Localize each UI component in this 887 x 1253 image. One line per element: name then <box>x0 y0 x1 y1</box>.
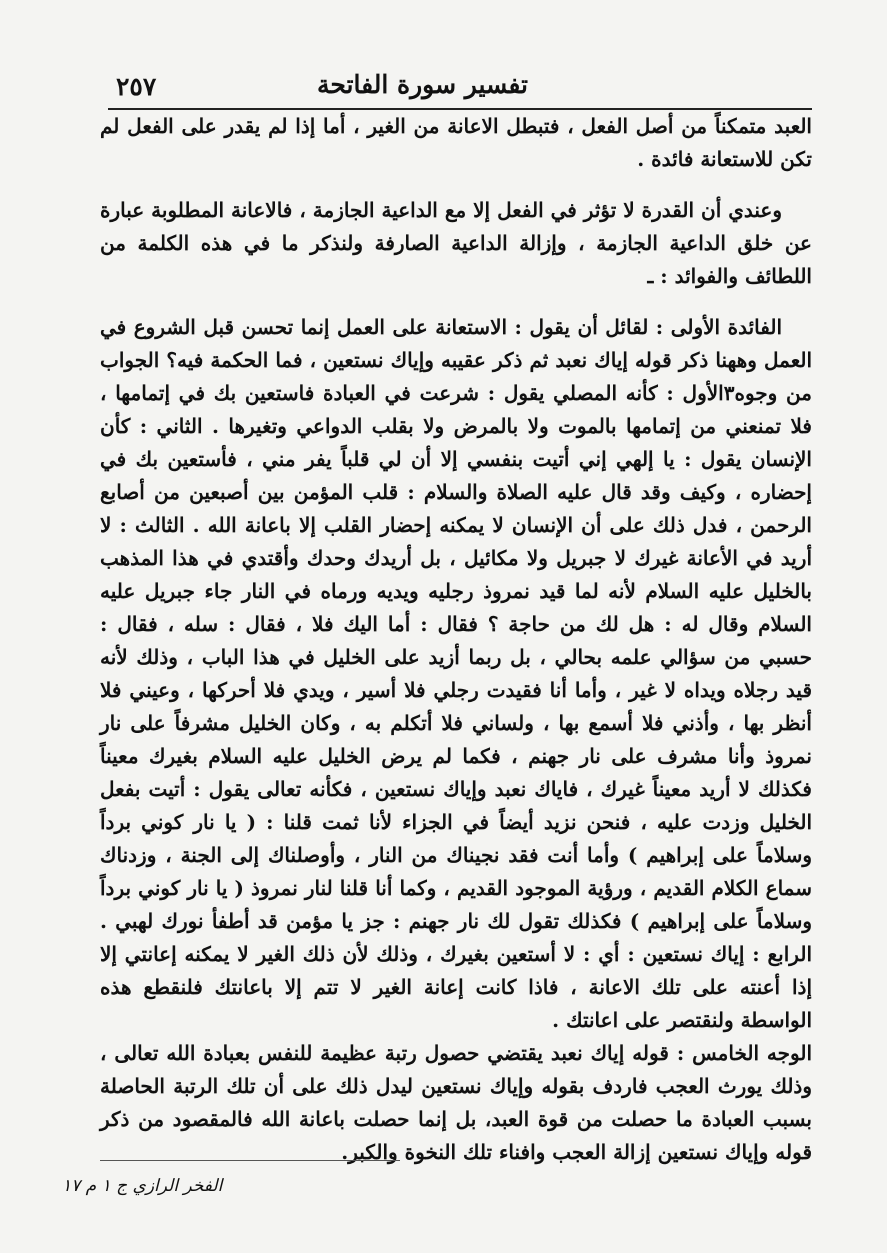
running-title: تفسير سورة الفاتحة <box>316 70 528 99</box>
paragraph-opinion: وعندي أن القدرة لا تؤثر في الفعل إلا مع الداعية الجازمة ، فالاعانة المطلوبة عبارة عن خلق الداعية الجازمة ، وإزالة الداعية الصارفة ولنذكر ما في هذه الكلمة من اللطائف والفوائد : ـ <box>100 198 812 288</box>
signature-line: الفخر الرازي ج ١ م ١٧ <box>62 1176 223 1196</box>
paragraph-continuation: العبد متمكناً من أصل الفعل ، فتبطل الاعانة من الغير ، أما إذا لم يقدر على الفعل لم تكن للاستعانة فائدة . <box>100 114 812 171</box>
page-body <box>100 110 812 1169</box>
paragraph-first-benefit: الفائدة الأولى : لقائل أن يقول : الاستعانة على العمل إنما تحسن قبل الشروع في العمل وههنا ذكر قوله إياك نعبد ثم ذكر عقيبه وإياك نستعين ، فما الحكمة فيه؟ الجواب من وجوه٣الأول : كأنه المصلي يقول : شرعت في العبادة فاستعين بك في إتمامها ، فلا تمنعني من إتمامها بالموت ولا بالمرض ولا بقلب الدواعي وتغيرها . الثاني : كأن الإنسان يقول : يا إلهي إني أتيت بنفسي إلا أن لي قلباً يفر مني ، فأستعين بك في إحضاره ، وكيف وقد قال عليه الصلاة والسلام : قلب المؤمن بين أصبعين من أصابع الرحمن ، فدل ذلك على أن الإنسان لا يمكنه إحضار القلب إلا باعانة الله . الثالث : لا أريد في الأعانة غيرك لا جبريل ولا مكائيل ، بل أريدك وحدك وأقتدي في هذا المذهب بالخليل عليه السلام لأنه لما قيد نمروذ رجليه ويديه ورماه في النار جاء جبريل عليه السلام وقال له : هل لك من حاجة ؟ فقال : أما اليك فلا ، فقال : سله ، فقال : حسبي من سؤالي علمه بحالي ، بل ربما أزيد على الخليل في هذا الباب ، وذلك لأنه قيد رجلاه ويداه لا غير ، وأما أنا فقيدت رجلي فلا أسير ، ويدي فلا أحركها ، وعيني فلا أنظر بها ، وأذني فلا أسمع بها ، ولساني فلا أتكلم به ، وكان الخليل مشرفاً على نار نمروذ وأنا مشرف على نار جهنم ، فكما لم يرض الخليل عليه السلام بغيرك معيناً فكذلك لا أريد معيناً غيرك ، فاياك نعبد وإياك نستعين ، فكأنه تعالى يقول : أتيت بفعل الخليل وزدت عليه ، فنحن نزيد أيضاً في الجزاء لأنا ثمت قلنا : ( يا نار كوني برداً وسلاماً على إبراهيم ) وأما أنت فقد نجيناك من النار ، وأوصلناك إلى الجنة ، وزدناك سماع الكلام القديم ، ورؤية الموجود القديم ، وكما أنا قلنا لنار نمروذ ( يا نار كوني برداً وسلاماً على إبراهيم ) فكذلك تقول لك نار جهنم : جز يا مؤمن قد أطفأ نورك لهبي . الرابع : إياك نستعين : أي : لا أستعين بغيرك ، وذلك لأن ذلك الغير لا يمكنه إعانتي إلا إذا أعنته على تلك الاعانة ، فاذا كانت إعانة الغير لا تتم إلا باعانتك فلنقطع هذه الواسطة ولنقتصر على اعانتك . <box>100 315 812 1032</box>
page-header <box>108 66 808 106</box>
paragraph-gap <box>100 293 812 311</box>
paragraph-gap <box>100 176 812 194</box>
page-number: ٢٥٧ <box>116 72 157 101</box>
footer-divider <box>100 1160 400 1161</box>
paragraph-fifth-aspect: الوجه الخامس : قوله إياك نعبد يقتضي حصول رتبة عظيمة للنفس بعبادة الله تعالى ، وذلك يورث العجب فاردف بقوله وإياك نستعين ليدل ذلك على أن تلك الرتبة الحاصلة بسبب العبادة ما حصلت من قوة العبد، بل إنما حصلت باعانة الله فالمقصود من ذكر قوله وإياك نستعين إزالة العجب وافناء تلك النخوة والكبر. <box>100 1041 812 1164</box>
